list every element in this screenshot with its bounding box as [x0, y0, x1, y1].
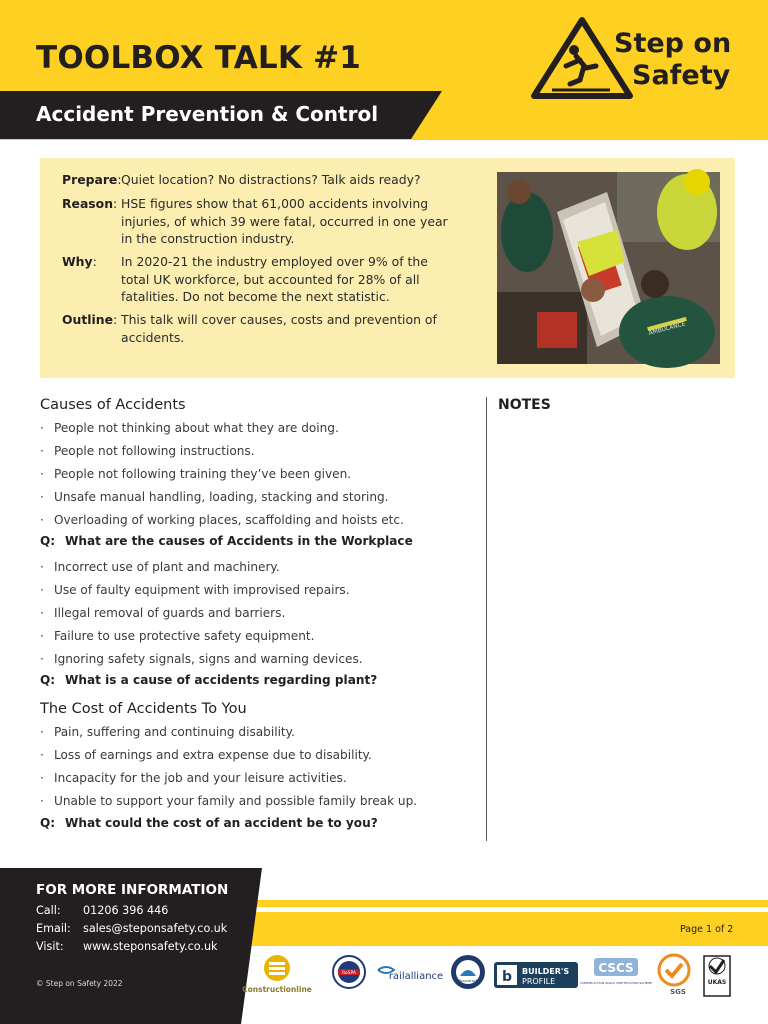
contact-call: Call: 01206 396 446	[36, 904, 169, 917]
builders-profile-logo	[494, 950, 578, 1004]
cost-list	[40, 721, 480, 813]
intro-key: Why	[62, 254, 93, 269]
intro-value: In 2020-21 the industry employed over 9% of the total UK workforce, but accounted for 28% of all fatalities. Do not become the next statistic.	[121, 254, 428, 304]
page-title: TOOLBOX TALK #1	[36, 40, 362, 76]
notes-heading: NOTES	[498, 397, 551, 413]
intro-key: Reason	[62, 196, 114, 211]
safecontractor-text: safecontractor	[455, 979, 481, 983]
intro-value: Quiet location? No distractions? Talk aids ready?	[121, 172, 421, 187]
question-causes-workplace: Q: What are the causes of Accidents in the Workplace	[40, 534, 413, 548]
intro-key: Outline	[62, 312, 113, 327]
list-item: · Use of faulty equipment with improvised repairs.	[40, 583, 350, 597]
profile-text: PROFILE	[522, 977, 556, 986]
cscs-logo	[579, 950, 653, 1004]
question-cost: Q: What could the cost of an accident be to you?	[40, 816, 378, 830]
rospa-text: RoSPA	[341, 971, 357, 976]
page-number: Page 1 of 2	[680, 924, 734, 935]
list-item: · Unsafe manual handling, loading, stacking and storing.	[40, 490, 389, 504]
website-link[interactable]: www.steponsafety.co.uk	[83, 940, 218, 953]
railalliance-text: railalliance	[388, 971, 444, 982]
list-item: · Incapacity for the job and your leisure activities.	[40, 771, 347, 785]
cost-heading: The Cost of Accidents To You	[40, 701, 247, 717]
list-item: · People not following instructions.	[40, 444, 255, 458]
column-divider	[486, 397, 487, 841]
intro-sep: :	[92, 254, 97, 269]
cscs-text: CSCS	[598, 961, 634, 975]
step-on-safety-logo	[530, 14, 762, 104]
stretcher-label: AMBULANCE	[647, 320, 687, 337]
cscs-sub-text: CONSTRUCTION SKILLS CERTIFICATION SCHEME	[579, 981, 653, 985]
logo-text-line1: Step on	[614, 28, 732, 59]
list-item: · People not following training they’ve been given.	[40, 467, 352, 481]
list-item: · Ignoring safety signals, signs and warning devices.	[40, 652, 363, 666]
intro-sep: :	[113, 196, 118, 211]
svg-text:b: b	[501, 969, 513, 985]
builders-text: BUILDER'S	[522, 967, 570, 976]
safecontractor-logo	[448, 950, 488, 1004]
sgs-text: SGS	[670, 988, 686, 996]
railalliance-logo	[374, 950, 444, 1004]
causes-heading: Causes of Accidents	[40, 397, 186, 413]
email-link[interactable]: sales@steponsafety.co.uk	[83, 922, 228, 935]
intro-value: This talk will cover causes, costs and prevention of accidents.	[121, 312, 437, 345]
ambulance-crew-photo	[497, 172, 720, 364]
rospa-logo	[330, 950, 368, 1004]
phone-link[interactable]: 01206 396 446	[83, 904, 169, 917]
intro-sep: :	[113, 312, 118, 327]
constructionline-text: Constructionline	[242, 985, 312, 994]
copyright: © Step on Safety 2022	[36, 979, 123, 988]
list-item: · Unable to support your family and possible family break up.	[40, 794, 418, 808]
list-item: · Failure to use protective safety equipment.	[40, 629, 315, 643]
intro-sep: :	[117, 172, 122, 187]
constructionline-logo	[244, 950, 310, 1004]
list-item: · Loss of earnings and extra expense due to disability.	[40, 748, 372, 762]
list-item: · Incorrect use of plant and machinery.	[40, 560, 280, 574]
contact-email: Email: sales@steponsafety.co.uk	[36, 922, 228, 935]
ukas-logo	[700, 950, 734, 1004]
causes-list-a	[40, 417, 480, 532]
contact-visit: Visit: www.steponsafety.co.uk	[36, 940, 218, 953]
intro-key: Prepare	[62, 172, 118, 187]
list-item: · People not thinking about what they are doing.	[40, 421, 339, 435]
ukas-text: UKAS	[707, 979, 727, 986]
list-item: · Illegal removal of guards and barriers.	[40, 606, 286, 620]
contact-title: FOR MORE INFORMATION	[36, 882, 229, 898]
accreditation-logos	[244, 950, 764, 1004]
intro-value: HSE figures show that 61,000 accidents involving injuries, of which 39 were fatal, occurred in one year in the construction industry.	[121, 196, 448, 246]
sgs-logo	[654, 950, 694, 1004]
question-cause-plant: Q: What is a cause of accidents regarding plant?	[40, 673, 378, 687]
logo-text-line2: Safety	[632, 60, 731, 91]
list-item: · Overloading of working places, scaffolding and hoists etc.	[40, 513, 404, 527]
list-item: · Pain, suffering and continuing disability.	[40, 725, 295, 739]
page-subtitle: Accident Prevention & Control	[36, 102, 379, 126]
causes-list-b	[40, 556, 480, 671]
intro-box	[40, 158, 735, 378]
footer-stripe	[240, 900, 768, 907]
